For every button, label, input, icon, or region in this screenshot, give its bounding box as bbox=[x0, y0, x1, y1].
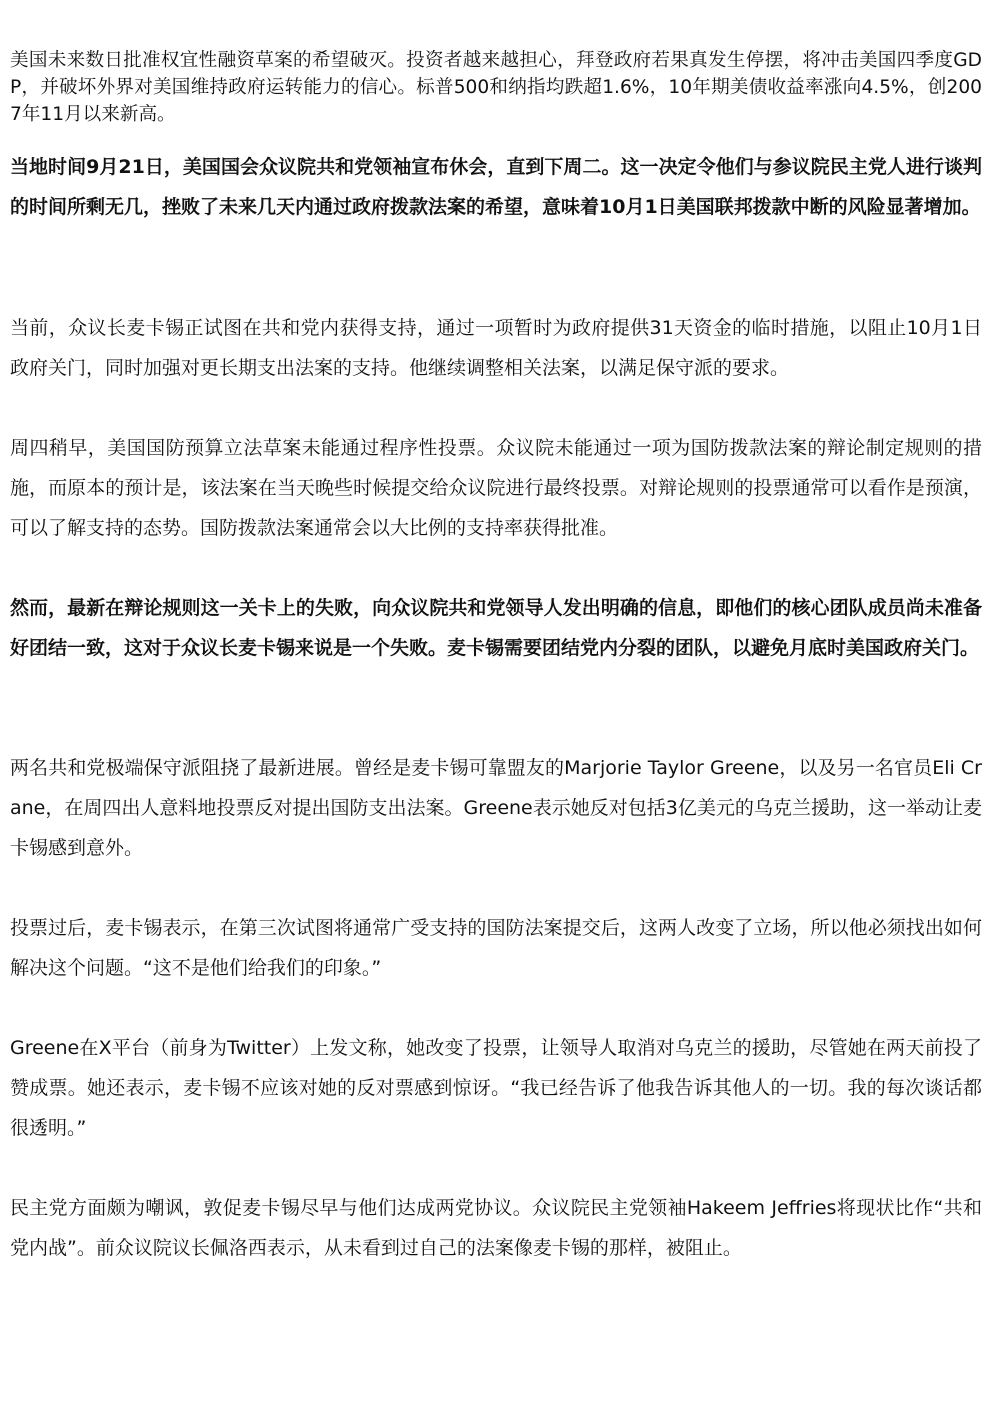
paragraph-after-vote: 投票过后，麦卡锡表示，在第三次试图将通常广受支持的国防法案提交后，这两人改变了立场，所以他必须找出如何解决这个问题。“这不是他们给我们的印象。” bbox=[10, 917, 982, 979]
paragraph-greene-post: Greene在X平台（前身为Twitter）上发文称，她改变了投票，让领导人取消对乌克兰的援助，尽管她在两天前投了赞成票。她还表示，麦卡锡不应该对她的反对票感到惊讶。“我已经告诉了他我告诉其他人的一切。我的每次谈话都很透明。” bbox=[10, 1037, 982, 1139]
paragraph-democrats: 民主党方面颇为嘲讽，敦促麦卡锡尽早与他们达成两党协议。众议院民主党领袖Hakeem Jeffries将现状比作“共和党内战”。前众议院议长佩洛西表示，从未看到过自己的法案像麦卡锡的那样，被阻止。 bbox=[10, 1197, 982, 1259]
paragraph-conservatives: 两名共和党极端保守派阻挠了最新进展。曾经是麦卡锡可靠盟友的Marjorie Taylor Greene，以及另一名官员Eli Crane，在周四出人意料地投票反对提出国防支出法案。Greene表示她反对包括3亿美元的乌克兰援助，这一举动让麦卡锡感到意外。 bbox=[10, 757, 982, 859]
paragraph-mccarthy-support: 当前，众议长麦卡锡正试图在共和党内获得支持，通过一项暂时为政府提供31天资金的临时措施，以阻止10月1日政府关门，同时加强对更长期支出法案的支持。他继续调整相关法案，以满足保守派的要求。 bbox=[10, 317, 982, 379]
paragraph-intro: 美国未来数日批准权宜性融资草案的希望破灭。投资者越来越担心，拜登政府若果真发生停摆，将冲击美国四季度GDP，并破坏外界对美国维持政府运转能力的信心。标普500和纳指均跌超1.6%，10年期美债收益率涨向4.5%，创2007年11月以来新高。 bbox=[10, 50, 982, 125]
paragraph-bold-recess: 当地时间9月21日，美国国会众议院共和党领袖宣布休会，直到下周二。这一决定令他们与参议院民主党人进行谈判的时间所剩无几，挫败了未来几天内通过政府拨款法案的希望，意味着10月1日美国联邦拨款中断的风险显著增加。 bbox=[10, 156, 982, 218]
paragraph-bold-failure: 然而，最新在辩论规则这一关卡上的失败，向众议院共和党领导人发出明确的信息，即他们的核心团队成员尚未准备好团结一致，这对于众议长麦卡锡来说是一个失败。麦卡锡需要团结党内分裂的团队，以避免月底时美国政府关门。 bbox=[10, 597, 982, 659]
paragraph-defense-vote: 周四稍早，美国国防预算立法草案未能通过程序性投票。众议院未能通过一项为国防拨款法案的辩论制定规则的措施，而原本的预计是，该法案在当天晚些时候提交给众议院进行最终投票。对辩论规则的投票通常可以看作是预演，可以了解支持的态势。国防拨款法案通常会以大比例的支持率获得批准。 bbox=[10, 437, 982, 539]
